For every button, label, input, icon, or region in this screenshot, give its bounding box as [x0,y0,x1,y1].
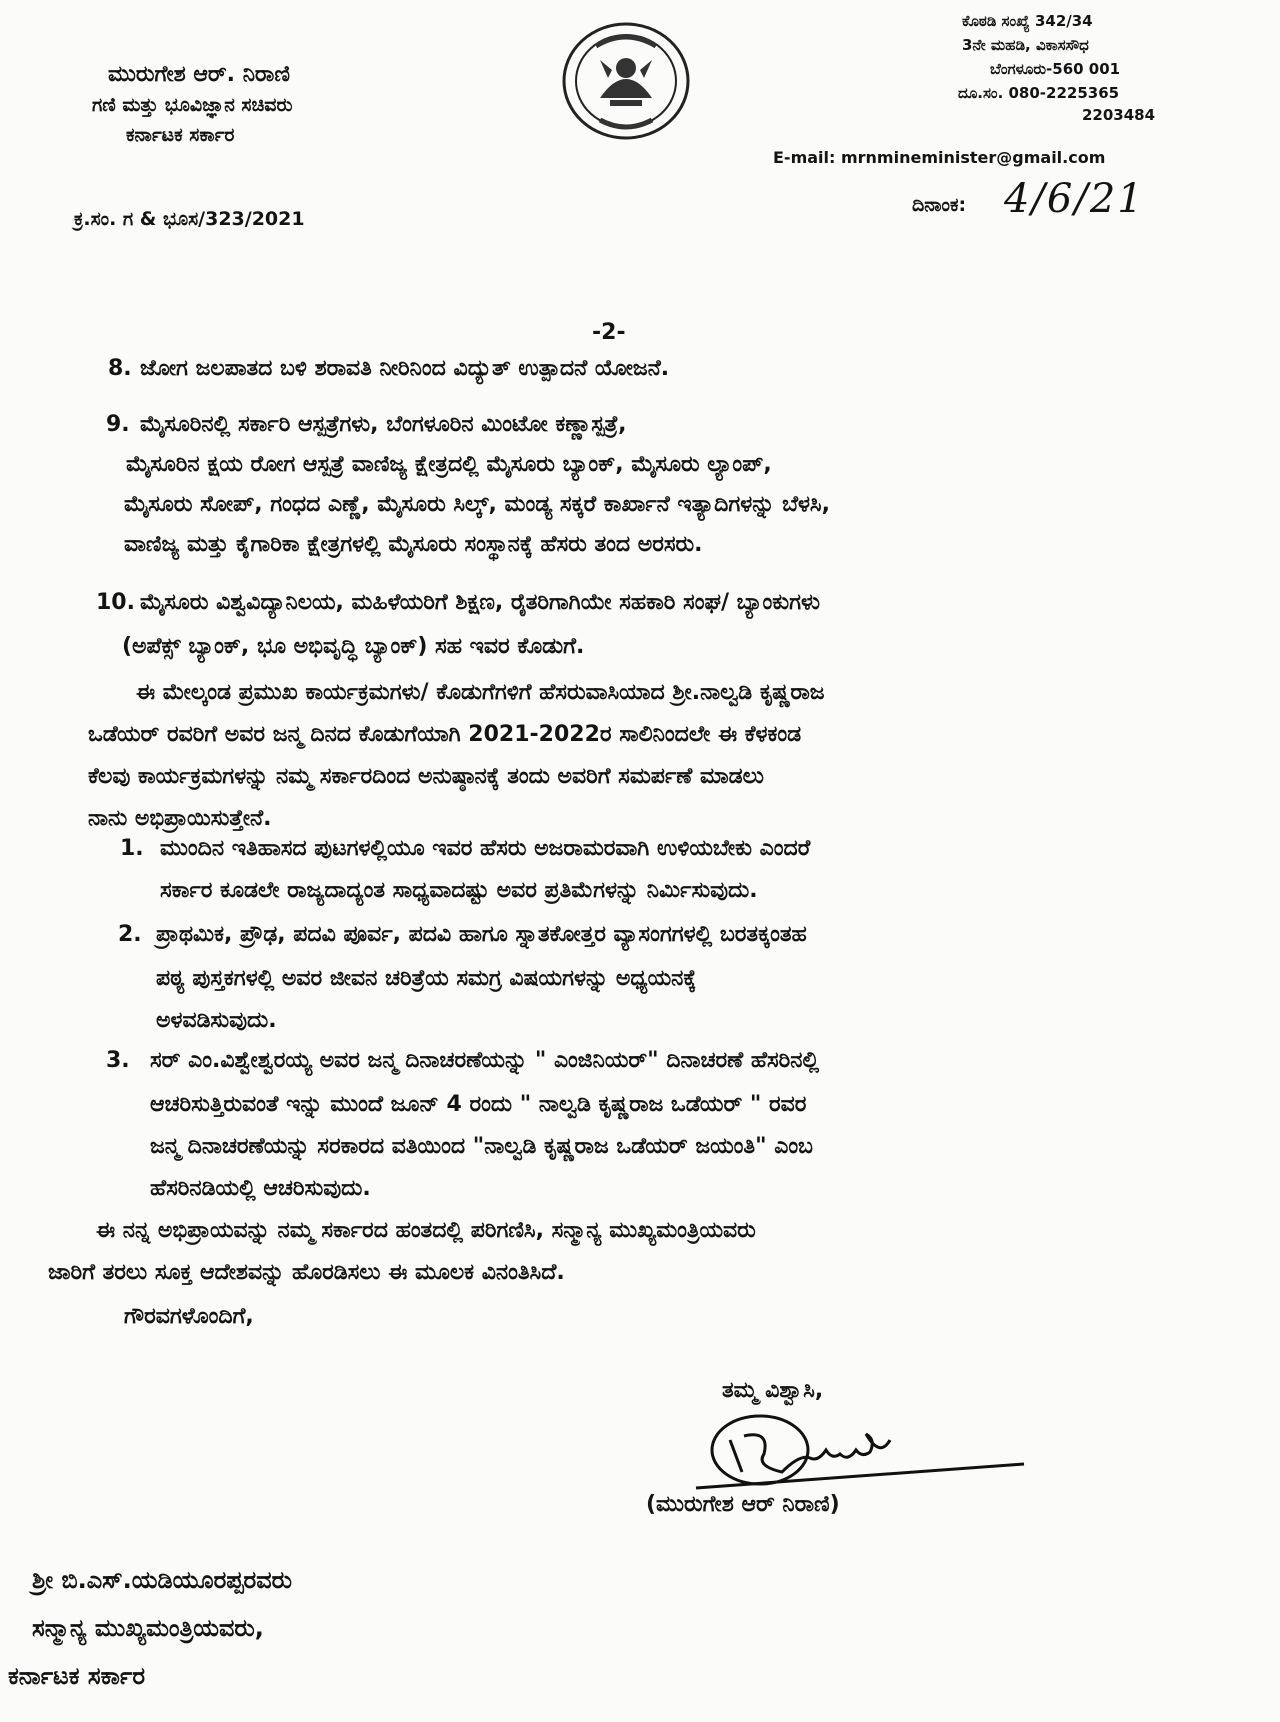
proposal-text: ಸರ್ ಎಂ.ವಿಶ್ವೇಶ್ವರಯ್ಯ ಅವರ ಜನ್ಮ ದಿನಾಚರಣೆಯನ್ನು " ಎಂಜಿನಿಯರ್" ದಿನಾಚರಣೆ ಹೆಸರಿನಲ್ಲಿ [150,1048,820,1073]
item-number: 10. [96,590,135,615]
proposal-number: 3. [106,1048,130,1073]
proposal-number: 2. [118,922,142,947]
paragraph-line: ಒಡೆಯರ್ ರವರಿಗೆ ಅವರ ಜನ್ಮ ದಿನದ ಕೊಡುಗೆಯಾಗಿ 2021-2022ರ ಸಾಲಿನಿಂದಲೇ ಈ ಕೆಳಕಂಡ [88,722,802,747]
date-label: ದಿನಾಂಕ: [912,194,967,216]
sender-role: ಗಣಿ ಮತ್ತು ಭೂವಿಜ್ಞಾನ ಸಚಿವರು [92,94,293,116]
closing: ತಮ್ಮ ವಿಶ್ವಾಸಿ, [722,1378,824,1403]
address-line: 2203484 [1082,106,1156,124]
proposal-text: ಆಚರಿಸುತ್ತಿರುವಂತೆ ಇನ್ನು ಮುಂದೆ ಜೂನ್ 4 ರಂದು " ನಾಲ್ವಡಿ ಕೃಷ್ಣರಾಜ ಒಡೆಯರ್ " ರವರ [150,1092,807,1117]
regards: ಗೌರವಗಳೊಂದಿಗೆ, [124,1304,254,1329]
proposal-text: ಪಠ್ಯ ಪುಸ್ತಕಗಳಲ್ಲಿ ಅವರ ಜೀವನ ಚರಿತ್ರೆಯ ಸಮಗ್ರ ವಿಷಯಗಳನ್ನು ಅಧ್ಯಯನಕ್ಕೆ [156,966,697,991]
paragraph-line: ನಾನು ಅಭಿಪ್ರಾಯಿಸುತ್ತೇನೆ. [88,806,272,831]
address-line: ಕೊಠಡಿ ಸಂಖ್ಯೆ 342/34 [962,12,1093,30]
proposal-text: ಜನ್ಮ ದಿನಾಚರಣೆಯನ್ನು ಸರಕಾರದ ವತಿಯಿಂದ "ನಾಲ್ವಡಿ ಕೃಷ್ಣರಾಜ ಒಡೆಯರ್ ಜಯಂತಿ" ಎಂಬ [150,1134,813,1159]
proposal-text: ಪ್ರಾಥಮಿಕ, ಪ್ರೌಢ, ಪದವಿ ಪೂರ್ವ, ಪದವಿ ಹಾಗೂ ಸ್ನಾತಕೋತ್ತರ ವ್ಯಾಸಂಗಗಳಲ್ಲಿ ಬರತಕ್ಕಂತಹ [156,922,807,947]
government-emblem-icon [560,20,692,142]
sender-government: ಕರ್ನಾಟಕ ಸರ್ಕಾರ [126,124,235,146]
address-line: 3ನೇ ಮಹಡಿ, ವಿಕಾಸಸೌಧ [962,36,1089,54]
item-text: ಮೈಸೂರಿನ ಕ್ಷಯ ರೋಗ ಆಸ್ಪತ್ರೆ ವಾಣಿಜ್ಯ ಕ್ಷೇತ್ರದಲ್ಲಿ ಮೈಸೂರು ಬ್ಯಾಂಕ್, ಮೈಸೂರು ಲ್ಯಾಂಪ್, [126,452,772,477]
recipient-name: ಶ್ರೀ ಬಿ.ಎಸ್.ಯಡಿಯೂರಪ್ಪರವರು [32,1566,292,1594]
proposal-text: ಹೆಸರಿನಡಿಯಲ್ಲಿ ಆಚರಿಸುವುದು. [150,1176,371,1201]
paragraph-line: ಜಾರಿಗೆ ತರಲು ಸೂಕ್ತ ಆದೇಶವನ್ನು ಹೊರಡಿಸಲು ಈ ಮೂಲಕ ವಿನಂತಿಸಿದೆ. [48,1260,565,1285]
signature-image [690,1400,1030,1490]
address-line: ದೂ.ಸಂ. 080-2225365 [958,84,1120,102]
email-address: E-mail: mrnmineminister@gmail.com [773,148,1106,167]
signatory-name: (ಮುರುಗೇಶ ಆರ್ ನಿರಾಣಿ) [646,1492,840,1517]
date-handwritten: 4/6/21 [1004,176,1145,222]
address-line: ಬೆಂಗಳೂರು-560 001 [990,60,1121,78]
page-number: -2- [592,320,626,345]
recipient-government: ಕರ್ನಾಟಕ ಸರ್ಕಾರ [8,1662,146,1690]
reference-number: ಕ್ರ.ಸಂ. ಗ & ಭೂಸ/323/2021 [74,208,305,230]
item-number: 8. [108,356,132,381]
proposal-text: ಸರ್ಕಾರ ಕೂಡಲೇ ರಾಜ್ಯದಾದ್ಯಂತ ಸಾಧ್ಯವಾದಷ್ಟು ಅವರ ಪ್ರತಿಮೆಗಳನ್ನು ನಿರ್ಮಿಸುವುದು. [160,878,758,903]
paragraph-line: ಕೆಲವು ಕಾರ್ಯಕ್ರಮಗಳನ್ನು ನಮ್ಮ ಸರ್ಕಾರದಿಂದ ಅನುಷ್ಠಾನಕ್ಕೆ ತಂದು ಅವರಿಗೆ ಸಮರ್ಪಣೆ ಮಾಡಲು [88,764,764,789]
proposal-text: ಮುಂದಿನ ಇತಿಹಾಸದ ಪುಟಗಳಲ್ಲಿಯೂ ಇವರ ಹೆಸರು ಅಜರಾಮರವಾಗಿ ಉಳಿಯಬೇಕು ಎಂದರೆ [160,836,811,861]
item-number: 9. [106,412,130,437]
paragraph-line: ಈ ಮೇಲ್ಕಂಡ ಪ್ರಮುಖ ಕಾರ್ಯಕ್ರಮಗಳು/ ಕೊಡುಗೆಗಳಿಗೆ ಹೆಸರುವಾಸಿಯಾದ ಶ್ರೀ.ನಾಲ್ವಡಿ ಕೃಷ್ಣರಾಜ [136,680,825,705]
item-text: ವಾಣಿಜ್ಯ ಮತ್ತು ಕೈಗಾರಿಕಾ ಕ್ಷೇತ್ರಗಳಲ್ಲಿ ಮೈಸೂರು ಸಂಸ್ಥಾನಕ್ಕೆ ಹೆಸರು ತಂದ ಅರಸರು. [124,532,703,557]
proposal-text: ಅಳವಡಿಸುವುದು. [156,1008,277,1033]
item-text: ಮೈಸೂರು ಸೋಪ್, ಗಂಧದ ಎಣ್ಣೆ, ಮೈಸೂರು ಸಿಲ್ಕ್, ಮಂಡ್ಯ ಸಕ್ಕರೆ ಕಾರ್ಖಾನೆ ಇತ್ಯಾದಿಗಳನ್ನು ಬೆಳಸಿ, [124,492,830,517]
item-text: ಜೋಗ ಜಲಪಾತದ ಬಳಿ ಶರಾವತಿ ನೀರಿನಿಂದ ವಿದ್ಯುತ್ ಉತ್ಪಾದನೆ ಯೋಜನೆ. [140,356,670,381]
item-text: ಮೈಸೂರು ವಿಶ್ವವಿದ್ಯಾನಿಲಯ, ಮಹಿಳೆಯರಿಗೆ ಶಿಕ್ಷಣ, ರೈತರಿಗಾಗಿಯೇ ಸಹಕಾರಿ ಸಂಘ/ ಬ್ಯಾಂಕುಗಳು [140,590,820,615]
sender-name: ಮುರುಗೇಶ ಆರ್. ನಿರಾಣಿ [108,62,290,87]
recipient-title: ಸನ್ಮಾನ್ಯ ಮುಖ್ಯಮಂತ್ರಿಯವರು, [32,1614,264,1642]
item-text: (ಅಪೆಕ್ಸ್ ಬ್ಯಾಂಕ್, ಭೂ ಅಭಿವೃದ್ಧಿ ಬ್ಯಾಂಕ್) ಸಹ ಇವರ ಕೊಡುಗೆ. [122,634,585,659]
proposal-number: 1. [120,836,144,861]
paragraph-line: ಈ ನನ್ನ ಅಭಿಪ್ರಾಯವನ್ನು ನಮ್ಮ ಸರ್ಕಾರದ ಹಂತದಲ್ಲಿ ಪರಿಗಣಿಸಿ, ಸನ್ಮಾನ್ಯ ಮುಖ್ಯಮಂತ್ರಿಯವರು [96,1218,756,1243]
item-text: ಮೈಸೂರಿನಲ್ಲಿ ಸರ್ಕಾರಿ ಆಸ್ಪತ್ರೆಗಳು, ಬೆಂಗಳೂರಿನ ಮಿಂಟೋ ಕಣ್ಣಾಸ್ಪತ್ರೆ, [140,412,627,437]
